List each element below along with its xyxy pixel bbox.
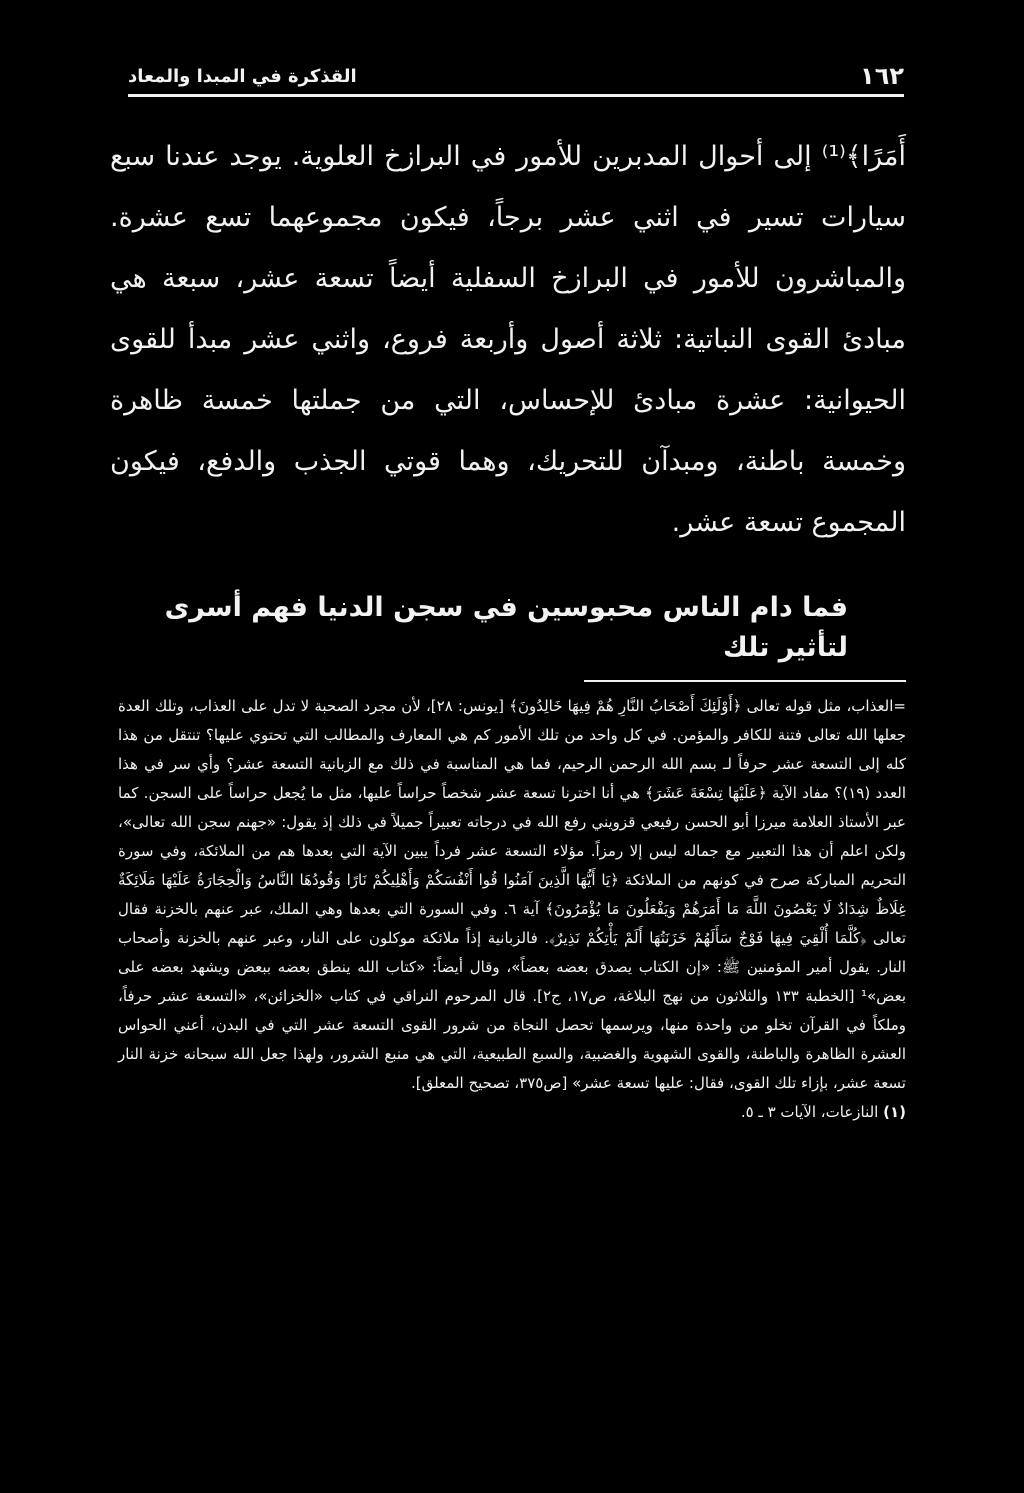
page-number: ١٦٢ — [860, 62, 904, 90]
running-title: القذكرة في المبدا والمعاد — [128, 65, 357, 87]
main-text-block — [110, 126, 906, 553]
footnote-reference-text: النازعات، الآيات ٣ ـ ٥. — [740, 1103, 879, 1121]
footnote-continuation: =العذاب، مثل قوله تعالى ﴿أَوْلَئِكَ أَصْحَابُ النَّارِ هُمْ فِيهَا خَالِدُونَ﴾ [يونس: ٢٨]، لأن مجرد الصحبة لا تدل على العذاب، وتلك العدة جعلها الله تعالى فتنة للكافر والمؤمن. في كل واحد من تلك الأمور كم هي المعارف والمطالب التي تحتوي عليها؟ تنتقل من هذا كله إلى التسعة عشر حرفاً لـ بسم الله الرحمن الرحيم، فما هي المناسبة في ذلك مع الزبانية التسعة عشر؟ وأي سر في هذا العدد (١٩)؟ مفاد الآية ﴿عَلَيْهَا تِسْعَةَ عَشَرَ﴾ هي أنا اخترنا تسعة عشر شخصاً حراساً عليها، مثل ما يُجعل حراساً على السجن. كما عبر الأستاذ العلامة ميرزا أبو الحسن رفيعي قزويني رفع الله في درجاته تعبيراً جميلاً في ذلك إذ يقول: «جهنم سجن الله تعالى»، ولكن اعلم أن هذا التعبير مع جماله ليس إلا رمزاً. مؤلاء التسعة عشر فرداً يبين الآية التي بعدها هم من الملائكة، وفي سورة التحريم المباركة صرح في كونهم من الملائكة ﴿يَا أَيُّهَا الَّذِينَ آمَنُوا قُوا أَنْفُسَكُمْ وَأَهْلِيكُمْ نَارًا وَقُودُهَا النَّاسُ وَالْحِجَارَةُ عَلَيْهَا مَلَائِكَةٌ غِلَاظٌ شِدَادٌ لَا يَعْصُونَ اللَّهَ مَا أَمَرَهُمْ وَيَفْعَلُونَ مَا يُؤْمَرُونَ﴾ آية ٦. وفي السورة التي بعدها وهي الملك، عبر عنهم بالخزنة فقال تعالى ﴿كُلَّمَا أُلْقِيَ فِيهَا فَوْجٌ سَأَلَهُمْ خَزَنَتُهَا أَلَمْ يَأْتِكُمْ نَذِيرٌ﴾. فالزبانية إذاً ملائكة موكلون على النار، وعبر عنهم بالخزنة وأصحاب النار. يقول أمير المؤمنين ﷺ: «إن الكتاب يصدق بعضه بعضاً»، وقال أيضاً: «كتاب الله ينطق بعضه ببعض ويشهد بعضه على بعض»¹ [الخطبة ١٣٣ والثلاثون من نهج البلاغة، ص١٧، ج٢]. قال المرحوم النراقي في كتاب «الخزائن»، «التسعة عشر حرفاً، وملكاً في القرآن تخلو من واحدة منها، ويرسمها تحصل النجاة من شرور القوى التسعة عشر التي في البدن، أعني الحواس العشرة الظاهرة والباطنة، والقوى الشهوية والغضبية، والسبع الطبيعية، التي هي منبع الشرور، ولهذا جعل الله سبحانه خزنة النار تسعة عشر، بإزاء تلك القوى، فقال: عليها تسعة عشر» [ص٣٧٥، تصحيح المعلق]. — [118, 697, 906, 1092]
footnote-marker: (١) — [883, 1103, 906, 1121]
footnote-reference — [118, 1098, 906, 1127]
footnotes-block — [118, 692, 906, 1127]
footnote-separator — [584, 680, 906, 682]
continuing-sentence: فما دام الناس محبوسين في سجن الدنيا فهم أسرى لتأثير تلك — [164, 592, 848, 663]
main-paragraph: أَمَرًا﴾⁽¹⁾ إلى أحوال المدبرين للأمور في البرازخ العلوية. يوجد عندنا سبع سيارات تسير في اثني عشر برجاً، فيكون مجموعهما تسع عشرة. والمباشرون للأمور في البرازخ السفلية أيضاً تسعة عشر، سبعة هي مبادئ القوى النباتية: ثلاثة أصول وأربعة فروع، واثني عشر مبدأ للقوى الحيوانية: عشرة مبادئ للإحساس، التي من جملتها خمسة ظاهرة وخمسة باطنة، ومبدآن للتحريك، وهما قوتي الجذب والدفع، فيكون المجموع تسعة عشر. — [110, 141, 906, 538]
page-header — [128, 58, 904, 97]
